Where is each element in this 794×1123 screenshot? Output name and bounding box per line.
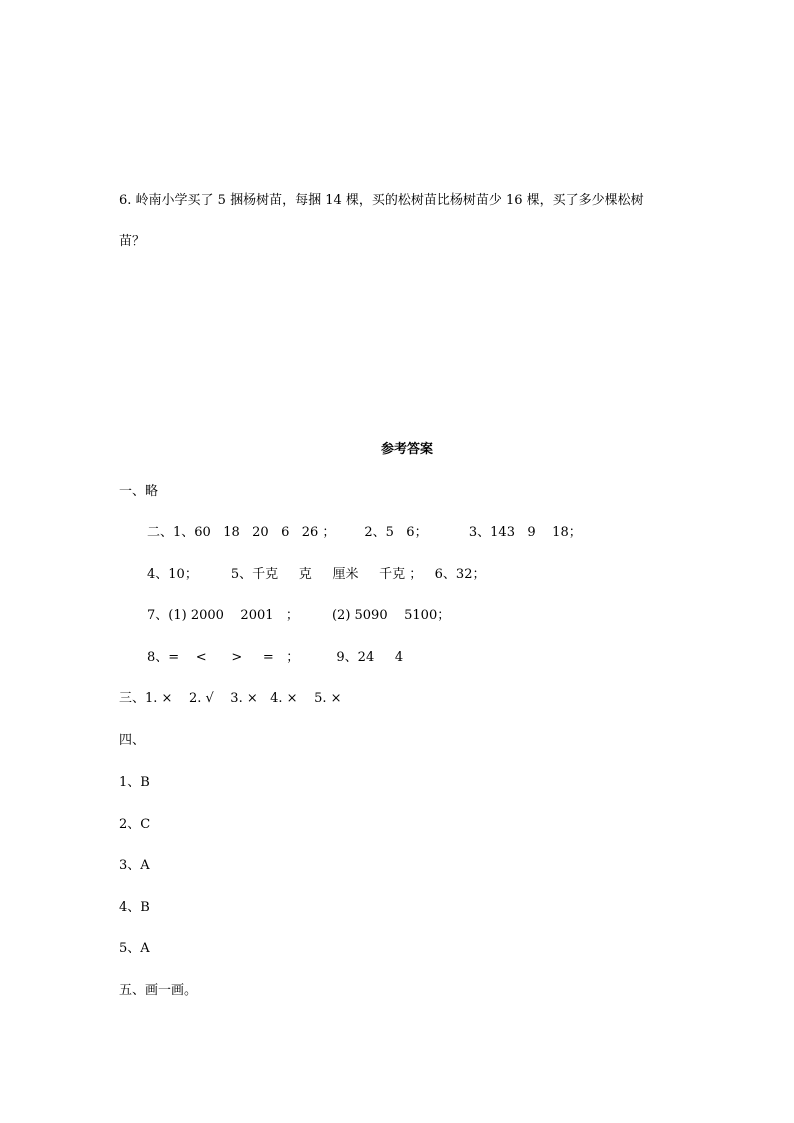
answer-key-title: 参考答案 bbox=[381, 442, 434, 457]
answer-line: 7、(1) 2000 2001 ； (2) 5090 5100； bbox=[147, 608, 451, 623]
answer-line: 1、B bbox=[119, 775, 150, 790]
answer-line: 三、1. × 2. √ 3. × 4. × 5. × bbox=[119, 691, 342, 706]
answer-line: 一、略 bbox=[119, 484, 159, 499]
answer-line: 四、 bbox=[119, 733, 146, 748]
question-6-line-1: 6. 岭南小学买了 5 捆杨树苗，每捆 14 棵，买的松树苗比杨树苗少 16 棵，买了多少棵松树 bbox=[119, 193, 644, 208]
question-6-line-2: 苗？ bbox=[119, 234, 146, 249]
answer-line: 4、10； 5、千克 克 厘米 千克 ； 6、32； bbox=[147, 567, 486, 582]
answer-line: 二、1、60 18 20 6 26 ； 2、5 6； 3、143 9 18； bbox=[147, 525, 582, 540]
answer-line: 4、B bbox=[119, 900, 150, 915]
answer-line: 8、= < > = ； 9、24 4 bbox=[147, 650, 404, 665]
answer-line: 五、画一画。 bbox=[119, 983, 198, 998]
answer-line: 3、A bbox=[119, 858, 150, 873]
answer-line: 5、A bbox=[119, 941, 150, 956]
answer-line: 2、C bbox=[119, 817, 151, 832]
